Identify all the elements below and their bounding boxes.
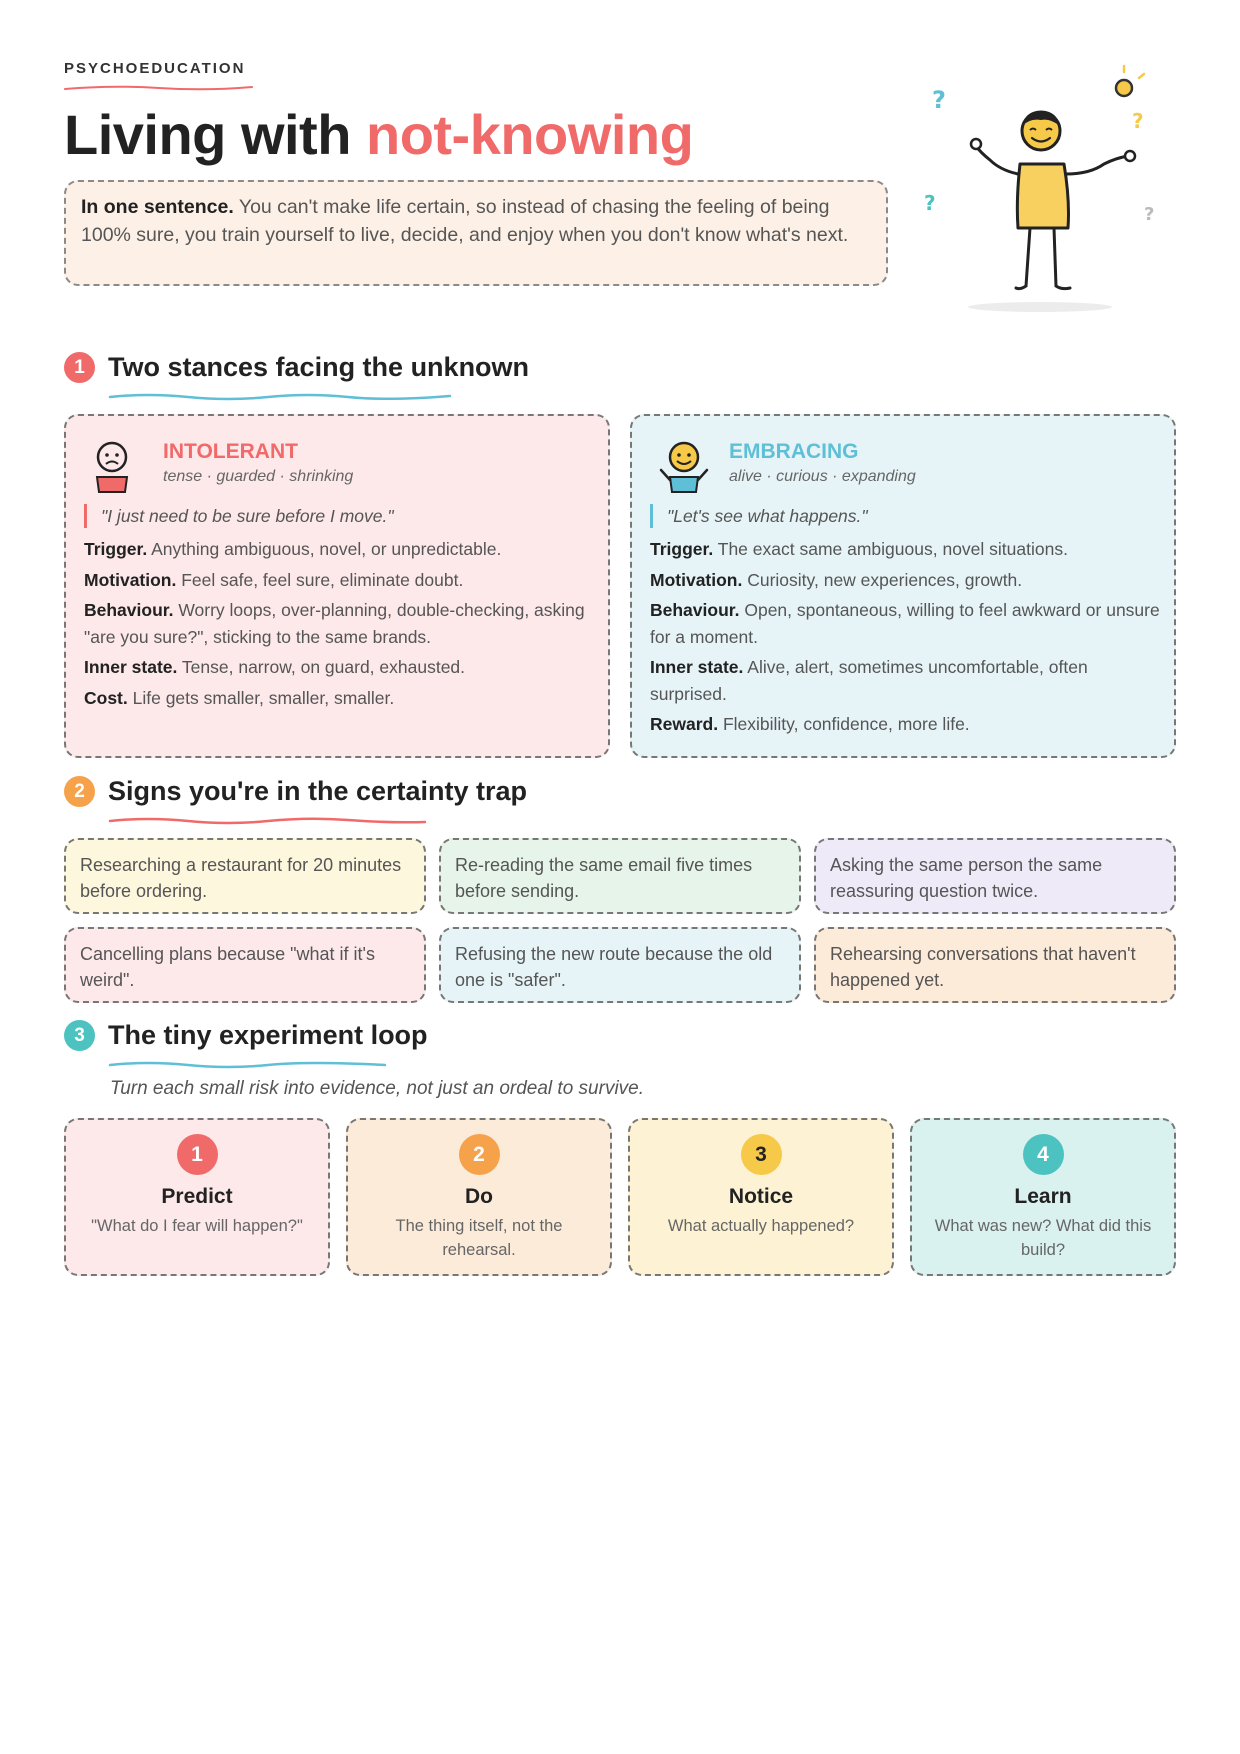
- eyebrow-label: PSYCHOEDUCATION: [64, 60, 246, 77]
- sign-card: Cancelling plans because "what if it's weird".: [64, 927, 426, 1003]
- detail-row: Behaviour. Open, spontaneous, willing to feel awkward or unsure for a moment.: [650, 600, 1160, 647]
- detail-row: Motivation. Feel safe, feel sure, eliminate doubt.: [84, 569, 464, 590]
- detail-row: Reward. Flexibility, confidence, more life.: [650, 714, 970, 734]
- stance-quote: "Let's see what happens.": [650, 504, 868, 528]
- step-name: Learn: [1014, 1185, 1072, 1208]
- detail-row: Inner state. Alive, alert, sometimes uncomfortable, often surprised.: [650, 657, 1088, 704]
- section-title: Two stances facing the unknown: [108, 352, 530, 382]
- stance-quote: "I just need to be sure before I move.": [84, 504, 394, 528]
- stance-name: EMBRACING: [729, 440, 859, 463]
- stance-details: [84, 536, 594, 715]
- juggling-person-icon: [920, 60, 1180, 320]
- step-number: 2: [459, 1134, 500, 1175]
- stance-card-intolerant: [64, 414, 610, 758]
- detail-row: Cost. Life gets smaller, smaller, smaller.: [84, 687, 395, 708]
- section-title: The tiny experiment loop: [108, 1020, 428, 1050]
- sign-card: Refusing the new route because the old one is "safer".: [439, 927, 801, 1003]
- sign-card: Rehearsing conversations that haven't happened yet.: [814, 927, 1176, 1003]
- question-mark-icon: ?: [1132, 109, 1144, 133]
- step-description: The thing itself, not the rehearsal.: [395, 1217, 563, 1259]
- stance-tagline: tense · guarded · shrinking: [163, 468, 354, 485]
- question-mark-icon: ?: [1144, 204, 1155, 225]
- section-number: 3: [64, 1020, 95, 1051]
- detail-row: Trigger. Anything ambiguous, novel, or unpredictable.: [84, 539, 502, 559]
- loop-step-predict: [64, 1118, 330, 1276]
- frowning-face-icon: [92, 440, 132, 494]
- summary-box: [64, 180, 888, 286]
- step-number: 1: [177, 1134, 218, 1175]
- page-title: [64, 102, 693, 167]
- detail-row: Trigger. The exact same ambiguous, novel situations.: [650, 539, 1068, 559]
- question-mark-icon: ?: [924, 191, 936, 215]
- sign-card: Re-reading the same email five times before sending.: [439, 838, 801, 914]
- section-heading-loop: [64, 1020, 428, 1051]
- title-accent: not-knowing: [365, 103, 694, 166]
- loop-step-do: [346, 1118, 612, 1276]
- section-title: Signs you're in the certainty trap: [108, 776, 528, 806]
- section-underline: [108, 816, 428, 826]
- step-description: What actually happened?: [667, 1217, 855, 1235]
- stance-details: [650, 536, 1160, 742]
- loop-step-notice: [628, 1118, 894, 1276]
- step-description: What was new? What did this build?: [934, 1217, 1152, 1259]
- section-number: 1: [64, 352, 95, 383]
- section-number: 2: [64, 776, 95, 807]
- smiling-face-icon: [658, 440, 710, 494]
- detail-row: Inner state. Tense, narrow, on guard, exhausted.: [84, 657, 466, 677]
- loop-step-learn: [910, 1118, 1176, 1276]
- step-name: Predict: [161, 1185, 233, 1208]
- eyebrow-underline: [64, 84, 254, 92]
- step-description: "What do I fear will happen?": [91, 1217, 303, 1235]
- step-name: Notice: [728, 1185, 794, 1208]
- section-underline: [108, 392, 453, 402]
- step-number: 3: [741, 1134, 782, 1175]
- title-main: Living with: [64, 103, 366, 166]
- loop-subtitle: Turn each small risk into evidence, not just an ordeal to survive.: [110, 1078, 645, 1099]
- detail-row: Behaviour. Worry loops, over-planning, double-checking, asking "are you sure?", sticking to the same brands.: [84, 600, 585, 647]
- sign-card: Researching a restaurant for 20 minutes before ordering.: [64, 838, 426, 914]
- stance-card-embracing: [630, 414, 1176, 758]
- detail-row: Motivation. Curiosity, new experiences, growth.: [650, 569, 1023, 590]
- sign-card: Asking the same person the same reassuring question twice.: [814, 838, 1176, 914]
- step-number: 4: [1023, 1134, 1064, 1175]
- section-heading-stances: [64, 352, 529, 383]
- step-name: Do: [465, 1185, 493, 1208]
- question-mark-icon: ?: [932, 86, 946, 114]
- section-heading-signs: [64, 776, 527, 807]
- stance-name: INTOLERANT: [163, 440, 298, 463]
- summary-lead: In one sentence.: [81, 196, 234, 218]
- summary-text: You can't make life certain, so instead of chasing the feeling of being 100% sure, you train yourself to live, decide, and enjoy when you don't know what's next.: [81, 196, 849, 246]
- stance-tagline: alive · curious · expanding: [729, 468, 916, 485]
- section-underline: [108, 1060, 388, 1070]
